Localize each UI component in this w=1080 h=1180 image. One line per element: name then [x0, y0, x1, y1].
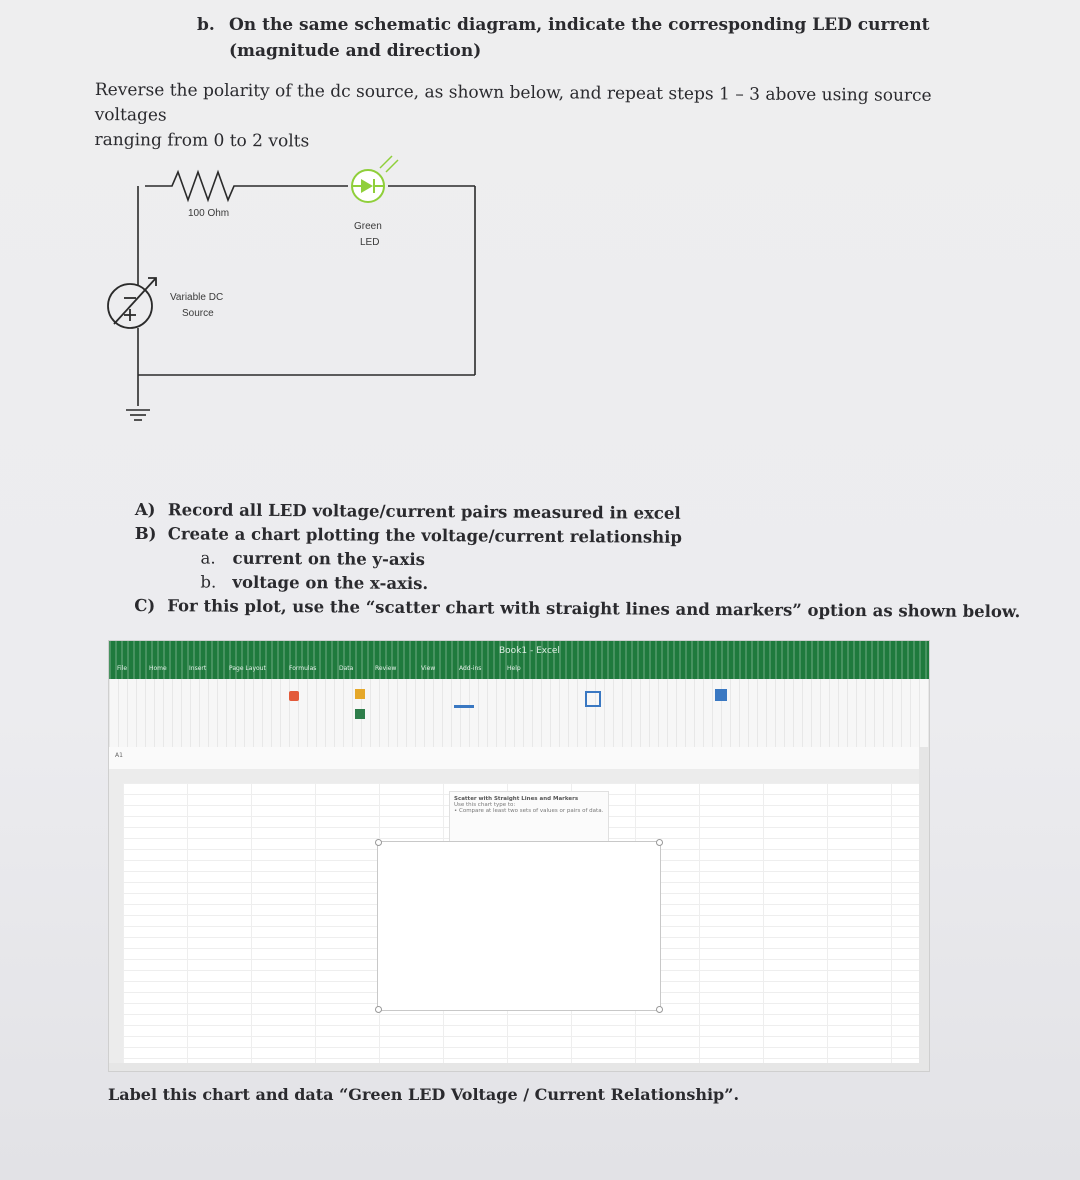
smartart-icon[interactable] [355, 689, 365, 699]
tab-review[interactable]: Review [375, 665, 397, 672]
steps-list [134, 498, 1021, 624]
instruction-paragraph [94, 78, 965, 159]
tab-help[interactable]: Help [507, 665, 521, 672]
variable-dc-source-symbol [108, 278, 156, 328]
part-b-label: b. [197, 15, 215, 35]
resistor-label: 100 Ohm [188, 208, 230, 219]
instruction-line1: Reverse the polarity of the dc source, as shown below, and repeat steps 1 – 3 above using source voltages [94, 79, 932, 126]
tooltip-line2: • Compare at least two sets of values or pairs of data. [454, 808, 604, 814]
tab-view[interactable]: View [421, 665, 436, 672]
part-b-line2: (magnitude and direction) [229, 41, 482, 61]
tab-page-layout[interactable]: Page Layout [229, 665, 266, 672]
scatter-chart-icon[interactable] [454, 695, 474, 708]
empty-chart-placeholder[interactable] [377, 841, 661, 1011]
excel-title-bar [109, 641, 929, 679]
led-label-green: Green [354, 221, 382, 232]
part-b-line1: On the same schematic diagram, indicate the corresponding LED current [229, 15, 930, 35]
circuit-schematic [100, 148, 500, 438]
led-label-led: LED [360, 237, 380, 248]
tab-formulas[interactable]: Formulas [289, 665, 317, 672]
excel-screenshot [108, 640, 930, 1072]
column-headers [109, 769, 929, 784]
source-label-1: Variable DC [170, 292, 224, 303]
tab-home[interactable]: Home [149, 665, 167, 672]
part-b-question [197, 12, 929, 64]
screenshot-icon[interactable] [355, 709, 365, 719]
pictures-icon[interactable] [289, 691, 299, 701]
excel-title: Book1 - Excel [499, 646, 560, 656]
tab-insert[interactable]: Insert [189, 665, 207, 672]
led-symbol [352, 156, 398, 202]
tab-add-ins[interactable]: Add-ins [459, 665, 482, 672]
tab-data[interactable]: Data [339, 665, 354, 672]
pivotchart-icon[interactable] [585, 691, 601, 707]
step-b-sub-a: a. current on the y-axis [200, 548, 426, 570]
slicer-icon[interactable] [715, 689, 727, 701]
excel-ribbon [109, 679, 929, 748]
step-c: C) For this plot, use the “scatter chart with straight lines and markers” option as shown below. [134, 595, 1021, 622]
tooltip-title: Scatter with Straight Lines and Markers [454, 796, 579, 802]
horizontal-scrollbar[interactable] [109, 1063, 929, 1071]
step-b: B) Create a chart plotting the voltage/current relationship [134, 523, 683, 547]
resistor-symbol [145, 172, 348, 200]
chart-label-instruction: Label this chart and data “Green LED Voltage / Current Relationship”. [108, 1085, 740, 1104]
tab-file[interactable]: File [117, 665, 128, 672]
source-label-2: Source [182, 308, 214, 319]
step-b-sub-b: b. voltage on the x-axis. [200, 572, 429, 594]
tooltip-line1: Use this chart type to: [454, 802, 516, 808]
formula-bar[interactable] [109, 747, 929, 770]
cell-reference[interactable]: A1 [115, 752, 123, 759]
instruction-line2: ranging from 0 to 2 volts [94, 129, 310, 152]
row-headers [109, 783, 124, 1063]
vertical-scrollbar[interactable] [919, 747, 929, 1063]
step-a: A) Record all LED voltage/current pairs measured in excel [134, 499, 681, 523]
